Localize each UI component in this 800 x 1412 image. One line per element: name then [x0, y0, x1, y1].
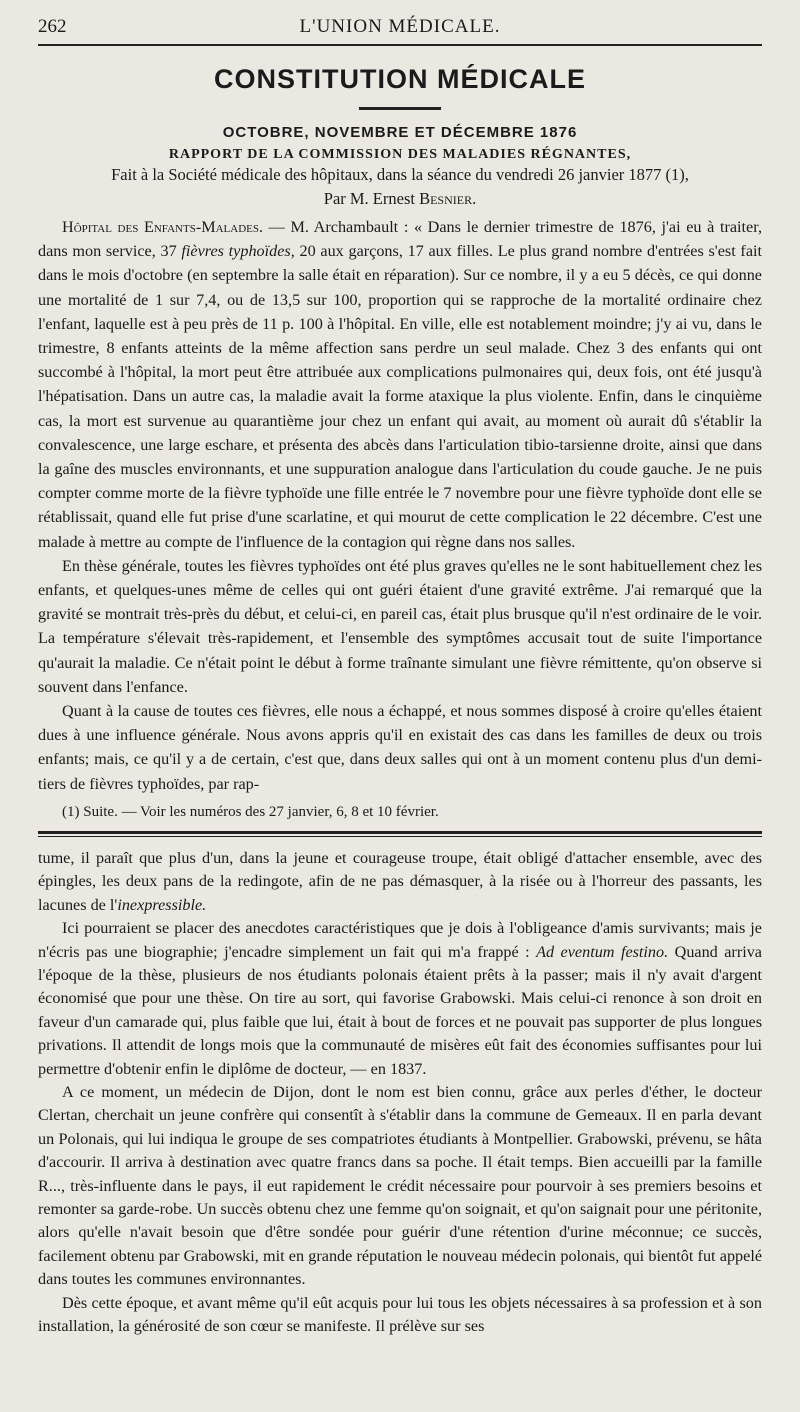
hospital-name: Hôpital des Enfants-Malades. [62, 218, 264, 236]
italic-text: fièvres typhoïdes, [181, 242, 295, 261]
feuilleton-paragraph-3: A ce moment, un médecin de Dijon, dont le nom est bien connu, grâce aux perles d'éther, le docteur Clertan, cherchait un jeune confrère qui consentît à s'établir dans la commune de Gemeaux. Il en parla devant un Polonais, qui lui indiqua le groupe de ses compatriotes étudiants à Montpellier. Grabowski, prévenu, se hâta d'accourir. Il arriva à destination avec quatre francs dans sa poche. Il était temps. Bien accueilli par la famille R..., très-influente dans le pays, il eut rapidement le crédit nécessaire pour pourvoir à ses premiers besoins et remonter sa garde-robe. Un succès obtenu chez une femme qu'on soignait, et qu'on saignait pour une péritonite, alors qu'elle n'avait besoin que d'être sondée pour guérir d'une rétention d'urine méconnue; ce succès, facilement obtenu par Grabowski, mit en grande réputation le nouveau médecin polonais, qui bientôt fut appelé dans toutes les communes environnantes. [38, 1082, 762, 1289]
article-paragraph-3: Quant à la cause de toutes ces fièvres, elle nous a échappé, et nous sommes disposé à croire qu'elles étaient dues à une influence générale. Nous avons appris qu'il en existait des cas dans les familles de deux ou trois enfants; mais, ce qu'il y a de certain, c'est que, dans deux salles qui ont à un moment contenu plus d'un demi-tiers de fièvres typhoïdes, par rap- [38, 702, 762, 793]
article-paragraph-1 [38, 215, 762, 554]
article-section [38, 64, 762, 821]
paragraph-text: Quand arriva l'époque de la thèse, plusieurs de nos étudiants polonais étaient prêts à la passer; mais il n'y avait d'argent économisé que pour une thèse. On tire au sort, qui favorise Grabowski. Mais celui-ci renonce à son droit en faveur d'un camarade qui, plus faible que lui, était à bout de forces et ne pouvait pas supporter de plus longues privations. Il attendit de longs mois que la communauté de misères eût fait des économies suffisantes pour lui permettre d'obtenir enfin le diplôme de docteur, — en 1837. [38, 942, 762, 1078]
paragraph-text: 20 aux garçons, 17 aux filles. Le plus grand nombre d'entrées s'est fait dans le mois d'octobre (en septembre la salle était en réparation). Sur ce nombre, il y a eu 5 décès, ce qui donne une mortalité de 1 sur 7,4, ou de 13,5 sur 100, proportion qui se rapproche de la mortalité ordinaire chez l'enfant, laquelle est à peu près de 11 p. 100 à l'hôpital. En ville, elle est notablement moindre; j'y ai vu, dans le trimestre, 8 enfants atteints de la même affection sans perdre un seul malade. Chez 3 des enfants qui ont succombé à l'hôpital, la mort peut être attribuée aux complications pulmonaires qui, deux fois, ont été jusqu'à l'hépatisation. Dans un autre cas, la maladie avait la forme ataxique la plus violente. Enfin, dans le cinquième cas, la mort est survenue au quarantième jour chez un enfant qui avait, au moment où aurait dû s'établir la convalescence, une large eschare, et présenta des abcès dans l'articulation tibio-tarsienne droite, ainsi que dans la gaîne des muscles environnants, et une suppuration analogue dans l'articulation du coude gauche. Je ne puis compter comme morte de la fièvre typhoïde une fille entrée le 7 novembre pour une fièvre typhoïde dont elle se rétablissait, quand elle fut prise d'une scarlatine, et qui mourut de cette complication le 22 décembre. C'est une malade à mettre au compte de l'influence de la contagion qui règne dans nos salles. [38, 242, 762, 551]
feuilleton-paragraph-4: Dès cette époque, et avant même qu'il eût acquis pour lui tous les objets nécessaires à sa profession et à son installation, la générosité de son cœur se manifeste. Il prélève sur ses [38, 1293, 762, 1335]
journal-title: L'UNION MÉDICALE. [299, 16, 501, 37]
paragraph-text: tume, il paraît que plus d'un, dans la jeune et courageuse troupe, était obligé d'attacher ensemble, avec des épingles, les deux pans de la redingote, afin de ne pas démasquer, à la risée ou à l'horreur des passants, les lacunes de l' [38, 848, 762, 914]
article-paragraph-2: En thèse générale, toutes les fièvres typhoïdes ont été plus graves qu'elles ne le sont habituellement chez les enfants, et quelques-unes même de celles qui ont guéri étaient d'une gravité extrême. J'ai remarqué que la gravité se montrait très-près du début, et celui-ci, en pareil cas, était plus brusque qu'il n'est ordinaire de le voir. La température s'élevait très-rapidement, et l'ensemble des symptômes accusait tout de suite l'importance qu'aurait la maladie. Ce n'était point le début à forme traînante simulant une fièvre rémittente, qu'on observe si souvent dans l'enfance. [38, 556, 762, 696]
italic-text: inexpressible. [117, 895, 207, 914]
page-number: 262 [38, 16, 67, 37]
feuilleton-section [38, 847, 762, 1339]
report-period: OCTOBRE, NOVEMBRE ET DÉCEMBRE 1876 [222, 124, 578, 141]
author-prefix: Par M. Ernest [323, 189, 415, 208]
feuilleton-divider-thin [38, 836, 762, 837]
section-title: CONSTITUTION MÉDICALE [214, 64, 586, 94]
italic-text: Ad eventum festino. [536, 942, 669, 961]
paragraph-text: — M. Archambault : « Dans le dernier trimestre de 1876, j'ai eu à traiter, dans mon service, 37 [38, 218, 762, 261]
feuilleton-paragraph-2 [38, 917, 762, 1081]
author-name: Besnier. [419, 189, 477, 208]
footnote: (1) Suite. — Voir les numéros des 27 janvier, 6, 8 et 10 février. [62, 803, 439, 820]
title-rule [359, 107, 441, 110]
report-heading: RAPPORT DE LA COMMISSION DES MALADIES RÉGNANTES, [168, 147, 632, 162]
feuilleton-divider [38, 831, 762, 834]
paragraph-text: Ici pourraient se placer des anecdotes caractéristiques que je dois à l'obligeance d'amis survivants; mais je n'écris pas une biographie; j'encadre simplement un fait qui m'a frappé : [38, 919, 762, 961]
report-subtitle: Fait à la Société médicale des hôpitaux, dans la séance du vendredi 26 janvier 1877 (1), [111, 165, 689, 184]
running-head [38, 14, 762, 46]
feuilleton-paragraph-1 [38, 847, 762, 917]
author-line [38, 189, 762, 209]
